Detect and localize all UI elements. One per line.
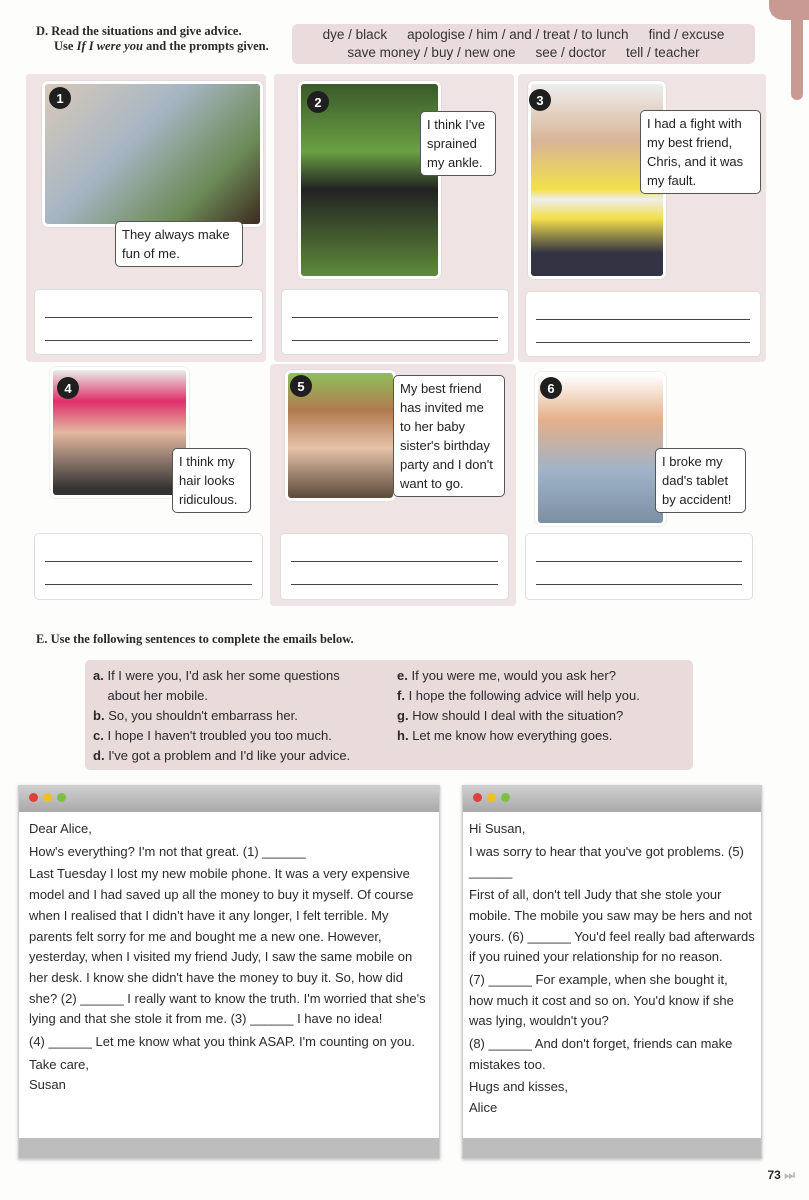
email-window-susan	[18, 785, 440, 1159]
section-e-instructions	[36, 632, 354, 647]
minimize-dot-icon	[487, 793, 496, 802]
window-footer	[463, 1138, 761, 1158]
sentence-box	[85, 660, 693, 770]
situation-number: 5	[290, 375, 312, 397]
maximize-dot-icon	[501, 793, 510, 802]
prompt: dye / black	[322, 27, 388, 42]
minimize-dot-icon	[43, 793, 52, 802]
email-line: How's everything? I'm not that great. (1) ______	[29, 843, 306, 859]
sentence-a: a. If I were you, I'd ask her some questions about her mobile.	[93, 668, 340, 703]
decorative-drip	[791, 0, 803, 100]
sentence-c: c. I hope I haven't troubled you too much.	[93, 728, 332, 743]
email-line: (8) ______ And don't forget, friends can make mistakes too.	[469, 1036, 733, 1072]
prompt: save money / buy / new one	[347, 45, 516, 60]
email-line: Dear Alice,	[29, 821, 92, 836]
prompt: find / excuse	[648, 27, 725, 42]
speech-bubble: My best friend has invited me to her baby sister's birthday party and I don't want to go.	[393, 375, 505, 497]
email-line: Take care,	[29, 1056, 89, 1072]
answer-box-3[interactable]	[525, 291, 761, 357]
email-line: (4) ______ Let me know what you think ASAP. I'm counting on you.	[29, 1034, 415, 1050]
page-number: 73 ⏭	[767, 1168, 795, 1182]
sentence-e: e. If you were me, would you ask her?	[397, 668, 616, 683]
sentence-h: h. Let me know how everything goes.	[397, 728, 613, 743]
speech-bubble: They always make fun of me.	[115, 221, 243, 267]
speech-bubble: I broke my dad's tablet by accident!	[655, 448, 746, 513]
email-line: Susan	[29, 1077, 66, 1093]
prompt-box	[292, 24, 755, 64]
section-letter: E.	[36, 632, 48, 646]
sentence-g: g. How should I deal with the situation?	[397, 708, 624, 723]
email-line: Alice	[469, 1100, 498, 1116]
situation-number: 6	[540, 377, 562, 399]
sentence-d: d. I've got a problem and I'd like your advice.	[93, 748, 351, 763]
situation-number: 2	[307, 91, 329, 113]
email-line: I was sorry to hear that you've got problems. (5) ______	[469, 843, 744, 880]
close-dot-icon	[29, 793, 38, 802]
speech-bubble: I think my hair looks ridiculous.	[172, 448, 251, 513]
section-d-instructions	[36, 24, 269, 54]
situation-number: 4	[57, 377, 79, 399]
maximize-dot-icon	[57, 793, 66, 802]
prompt: apologise / him / and / treat / to lunch	[407, 27, 629, 42]
answer-box-2[interactable]	[281, 289, 509, 355]
email-line: (7) ______ For example, when she bought it, how much it cost and so on. You'd know if she was lying, wouldn't you?	[469, 971, 734, 1029]
email-line: Hi Susan,	[469, 821, 526, 836]
window-titlebar	[19, 786, 439, 812]
section-letter: D.	[36, 24, 49, 38]
instruction-text: Use	[54, 39, 77, 53]
speech-bubble: I had a fight with my best friend, Chris, and it was my fault.	[640, 110, 761, 194]
photo-children-classroom	[42, 81, 263, 227]
email-line: Last Tuesday I lost my new mobile phone. It was a very expensive model and I had saved up all the money to buy it myself. Of course when I realised that I didn't have it any longer, I felt terrible. My parents felt sorry for me and bought me a new one. However, yesterday, when I visited my friend Judy, I saw the same mobile on her desk. I know she didn't have the money to buy it. So, how did she? (2) ______ I really want to know the truth. I'm worried that she's lying and that she stole it from me. (3) ______ I have no idea!	[29, 866, 426, 1027]
answer-box-5[interactable]	[280, 533, 509, 600]
instruction-text: and the prompts given.	[142, 39, 269, 53]
window-titlebar	[463, 786, 761, 812]
email-line: First of all, don't tell Judy that she stole your mobile. The mobile you saw may be hers and not yours. (6) ______ You'd feel really bad afterwards if you ruined your relationship for no reason.	[469, 887, 755, 965]
prompt: tell / teacher	[626, 45, 700, 60]
situation-number: 3	[529, 89, 551, 111]
answer-box-4[interactable]	[34, 533, 263, 600]
decorative-tab	[769, 0, 809, 20]
sentence-f: f. I hope the following advice will help you.	[397, 688, 640, 703]
instruction-emphasis: If I were you	[76, 39, 143, 53]
situation-number: 1	[49, 87, 71, 109]
instruction-line: Read the situations and give advice.	[51, 24, 242, 38]
email-window-alice	[462, 785, 762, 1159]
email-line: Hugs and kisses,	[469, 1079, 568, 1095]
speech-bubble: I think I've sprained my ankle.	[420, 111, 496, 176]
instruction-line: Use the following sentences to complete the emails below.	[50, 632, 354, 646]
prompt: see / doctor	[535, 45, 607, 60]
window-footer	[19, 1138, 439, 1158]
next-arrow-icon: ⏭	[784, 1168, 795, 1182]
answer-box-6[interactable]	[525, 533, 753, 600]
sentence-b: b. So, you shouldn't embarrass her.	[93, 708, 298, 723]
answer-box-1[interactable]	[34, 289, 263, 355]
close-dot-icon	[473, 793, 482, 802]
